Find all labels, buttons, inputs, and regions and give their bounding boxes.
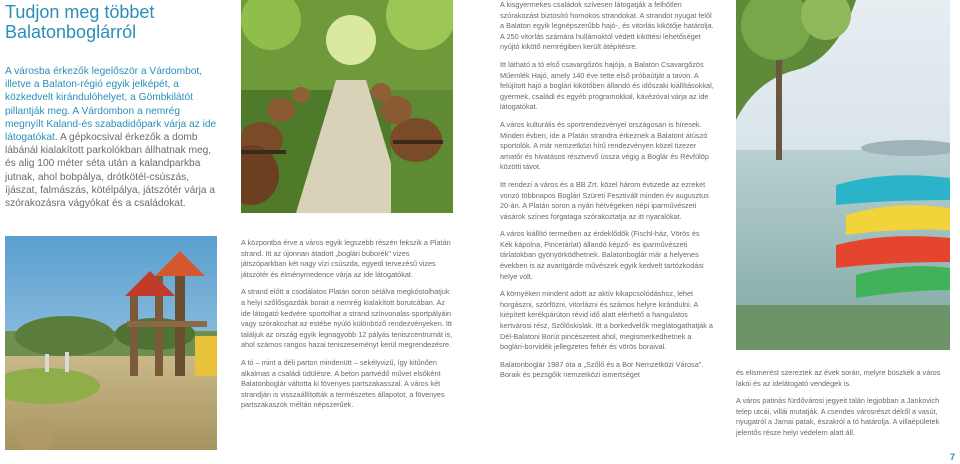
page-number: 7 (950, 452, 956, 462)
paragraph: és elismerést szereztek az évek során, melyre büszkék a város lakói és az idelátogató vendégek is. (736, 368, 941, 388)
pedal-boats-image (736, 0, 950, 350)
wine-barrels-photo (241, 0, 453, 213)
title-line-1: Tudjon meg többet (5, 2, 155, 22)
paragraph: A környéken mindent adott az aktív kikapcsolódáshoz, lehet horgászni, szörfözni, vitorlázni és számos helyre kirándulni. A kiépített kerékpárúton révid idő alatt elérhető a hangulatos kertvárosi rész, Szőlőskislak. Itt a borkedvelők meglátogathatják a Dél-Balatoni Borút pincészeteit ahol, megismerkedhetnek a boglári-borvidék jellegzetes fehér és vörös boraival. (500, 289, 713, 352)
wine-barrels-image (241, 0, 453, 213)
paragraph: A központba érve a város egyik legszebb részén fekszik a Platán strand. Itt az újonnan átadott „boglári buborék" vizes játszóparkban két nagy vízi csúszda, egyedi tervezésű vizes játszótér és élménymedence várja az ide látogatókat. (241, 238, 451, 279)
paragraph: A strand előtt a csodálatos Platán soron sétálva megkóstolhatjuk a helyi szőlősgazdák borait a nemrég kialakított borutcában. Az ide látogató kedvére sportolhat a strand színvonalas sportpályáin vagy szórakozhat az estébe nyúló különböző rendezvényeken. Itt találjuk az ország egyik legnagyobb 12 pályás teniszcentrumát is, ahol számos rangos hazai teniszeseményt kerül megrendezésre. (241, 287, 453, 350)
paragraph: A város patinás fürdővárosi jegyeit talán legjobban a Jankovich telep utcái, villái mutatják. A csendes városrészt délről a vasút, nyugatról a Jamai patak, északról a tó határolja. A villaépületek jelentős része helyi védelem alatt áll. (736, 396, 940, 437)
paragraph: Itt látható a tó első csavargőzös hajója, a Balaton Csavargőzös Műemlék Hajó, amely 140 éve tette első próbaútját a tavon. A felújított hajó a boglári kikötőben állandó és időszaki kiállításokkal, gyermek, családi és egyéb programokkal, kávézóval várja az ide látogatókat. (500, 59, 714, 112)
pedal-boats-photo (736, 0, 950, 350)
playground-image (5, 236, 217, 450)
lead-intro: A városba érkezők legelőször a Várdombot, illetve a Balaton-régió egyik jelképét, a közkedvelt kirándulóhelyet, a Gömbkilátót pillantják meg. A Várdombon a nemrég megnyílt Kaland-és szabadidőpark várja az ide látogatókat. (5, 66, 217, 144)
page-title (5, 2, 205, 42)
lead-paragraph (5, 65, 217, 210)
playground-photo (5, 236, 217, 450)
paragraph: Itt rendezi a város és a BB Zrt. közel három évtizede az ezreket vonzó többnapos Boglári Szüreti Fesztivált minden év augusztus 20-án. A Platán soron a nyári hétvégeken népi iparművészeti vásárok színes forgataga szórakoztatja az itt nyaralókat. (500, 179, 709, 221)
lead-continued: A gépkocsival érkezők a domb lábánál kialakított parkolókban állhatnak meg, és alig 100 méter séta után a kalandparkba jutnak, ahol bobpálya, drótkötél-csúszás, íjászat, falmászás, kötélpálya, játszótér várja a szórakozásra vágyókat és a családokat. (5, 132, 216, 210)
right-column-text (500, 0, 714, 388)
paragraph: Balatonboglár 1987 óta a „Szőlő és a Bor Nemzetközi Városa". Boraik és pezsgőik nemzetközi ismertséget (500, 359, 704, 380)
paragraph: A város kiállító termeiben az érdeklődők (Fischl-ház, Vörös és Kék kápolna, Pincetárlat) állandó képző- és iparművészeti tárlatokban gyönyörködhetnek. Balatonboglár már a helyenes években is az avantgárde művészek egyik kedvelt tartózkodási helye volt. (500, 229, 704, 281)
middle-column-text (241, 238, 455, 418)
paragraph: A kisgyermekes családok szívesen látogatják a felhőtlen szórakozást biztosító homokos strandokat. A strandot nyugat felől a Balaton egyik legnépszerűbb hajó-, és vitorlás kikötője határolja. A 250 vitorlás számára hullámoktól védett kikötési lehetőséget nyújtó kikötő nemrégiben került átépítésre. (500, 0, 714, 52)
paragraph: A tó – mint a déli parton mindenütt – sekélyvizű, így kitűnően alkalmas a családi üdülésre. A beton partvédő művet elsőként Balatonboglár váltotta ki fövenyes partszakasszal. A város két strandján is visszaállították a természetes állapotot, a fövenyes partszakaszok méltán népszerűek. (241, 357, 445, 410)
title-line-2: Balatonboglárról (5, 22, 137, 42)
paragraph: A város kulturális és sportrendezvényei országosan is híresek. Minden évben, ide a Platán strandra érkeznek a Balatont átúszó sportolók. A már nemzetközi hírű rendezvényen közel tizezer amatőr és hivatásos résztvevő ússza végig a Boglár és Révfülöp közötti távot. (500, 119, 709, 172)
far-right-column-text (736, 368, 950, 446)
